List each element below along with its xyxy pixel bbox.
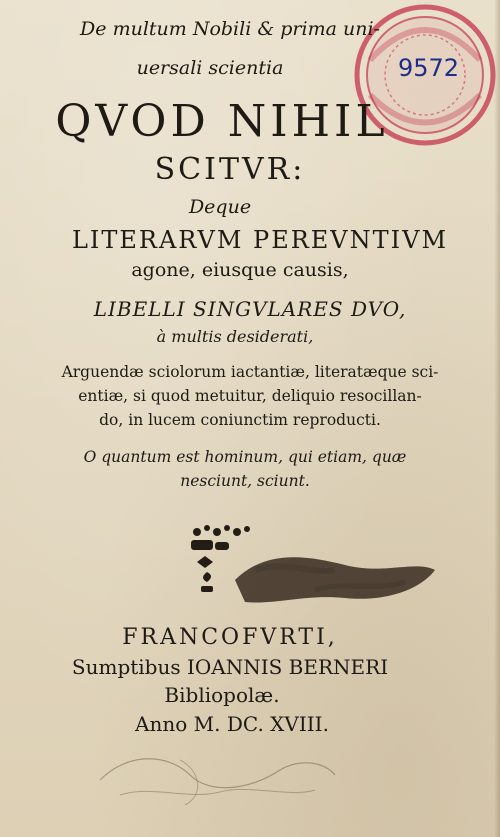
title-line-1: De multum Nobili & prima uni- bbox=[80, 18, 380, 40]
main-title-2: SCITVR: bbox=[154, 152, 306, 187]
imprint-publisher: Sumptibus IOANNIS BERNERI bbox=[71, 655, 389, 679]
main-title-1: QVOD NIHIL bbox=[55, 96, 389, 147]
imprint-role: Bibliopolæ. bbox=[164, 683, 280, 707]
libelli-line: LIBELLI SINGVLARES DVO, bbox=[93, 297, 407, 321]
printers-ornament bbox=[185, 520, 445, 620]
shelfmark-handwritten: 9572 bbox=[398, 54, 460, 82]
subtitle-line-1: LITERARVM PEREVNTIVM bbox=[71, 226, 449, 254]
title-line-2: uersali scientia bbox=[136, 57, 284, 79]
subtitle-line-2: agone, eiusque causis, bbox=[131, 259, 349, 281]
ink-flourish bbox=[90, 740, 340, 820]
purpose-line-3: do, in lucem coniunctim reproducti. bbox=[99, 411, 381, 429]
purpose-line-2: entiæ, si quod metuitur, deliquio resocillan- bbox=[78, 387, 422, 405]
quote-line-2: nesciunt, sciunt. bbox=[180, 472, 310, 490]
purpose-line-1: Arguendæ sciolorum iactantiæ, literatæque sci- bbox=[61, 363, 439, 381]
desiderati-line: à multis desiderati, bbox=[156, 327, 314, 346]
imprint-city: FRANCOFVRTI, bbox=[122, 625, 338, 650]
imprint-year: Anno M. DC. XVIII. bbox=[135, 712, 329, 736]
deque-line: Deque bbox=[188, 196, 252, 218]
quote-line-1: O quantum est hominum, qui etiam, quæ bbox=[83, 448, 407, 466]
